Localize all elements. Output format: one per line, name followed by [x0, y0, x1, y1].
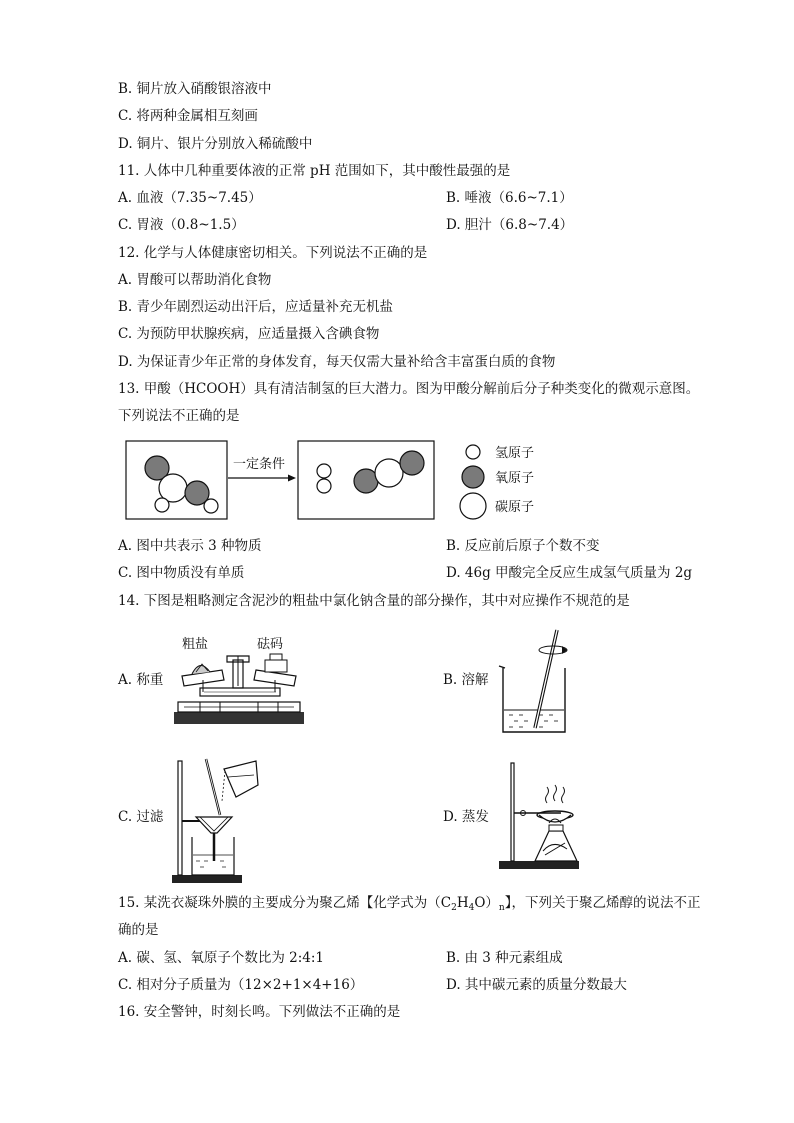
q14-option-a-label: A. 称重 [118, 672, 164, 688]
carbon-atom [375, 459, 403, 487]
reaction-arrow [228, 457, 296, 482]
hydrogen-atom [317, 464, 331, 478]
q11-option-a: A. 血液（7.35~7.45） [118, 190, 262, 206]
q16-stem: 16. 安全警钟，时刻长鸣。下列做法不正确的是 [118, 1004, 401, 1020]
q10-option-b: B. 铜片放入硝酸银溶液中 [118, 81, 272, 97]
q11-option-d: D. 胆汁（6.8~7.4） [446, 217, 574, 233]
product-box [298, 441, 434, 519]
q14-stem: 14. 下图是粗略测定含泥沙的粗盐中氯化钠含量的部分操作，其中对应操作不规范的是 [118, 593, 630, 609]
carbon-legend-label: 碳原子 [495, 500, 535, 515]
q13-option-d: D. 46g 甲酸完全反应生成氢气质量为 2g [446, 565, 693, 581]
q11-option-b: B. 唾液（6.6~7.1） [446, 190, 573, 206]
q10-option-d: D. 铜片、银片分别放入稀硫酸中 [118, 136, 313, 152]
reaction-condition-label: 一定条件 [233, 457, 286, 472]
q13-option-a: A. 图中共表示 3 种物质 [118, 538, 262, 554]
oxygen-atom [400, 451, 424, 475]
hydrogen-atom [155, 498, 169, 512]
carbon-legend-icon [460, 493, 486, 519]
q15-stem-line1: 15. 某洗衣凝珠外膜的主要成分为聚乙烯【化学式为$(C_2H_4O)_n$】，下列关于聚乙烯醇的说法不正 [118, 895, 701, 913]
q14-option-c-label: C. 过滤 [118, 809, 164, 825]
q13-stem-line2: 下列说法不正确的是 [118, 408, 240, 424]
q15-option-d: D. 其中碳元素的质量分数最大 [446, 977, 627, 993]
q12-stem: 12. 化学与人体健康密切相关。下列说法不正确的是 [118, 245, 428, 261]
q13-stem-line1: 13. 甲酸（HCOOH）具有清洁制氢的巨大潜力。图为甲酸分解前后分子种类变化的微观示意图。 [118, 381, 700, 397]
reactant-box [126, 441, 227, 519]
q13-option-b: B. 反应前后原子个数不变 [446, 538, 600, 554]
oxygen-legend-icon [462, 466, 484, 488]
q15-option-c: C. 相对分子质量为（12×2+1×4+16） [118, 977, 364, 993]
q14-option-b-label: B. 溶解 [443, 672, 489, 688]
left-pan-label: 粗盐 [182, 637, 209, 652]
filtration-illustration [170, 757, 280, 887]
balance-scale-illustration [170, 630, 310, 730]
q15-option-a: A. 碳、氢、氧原子个数比为 2:4:1 [118, 950, 324, 966]
right-pan-label: 砝码 [257, 637, 284, 652]
dissolving-beaker-illustration [495, 628, 585, 738]
hydrogen-legend-label: 氢原子 [495, 446, 535, 461]
q11-stem: 11. 人体中几种重要体液的正常 pH 范围如下，其中酸性最强的是 [118, 163, 511, 179]
atom-legend [460, 445, 534, 519]
q14-option-d-label: D. 蒸发 [443, 809, 489, 825]
q10-option-c: C. 将两种金属相互刻画 [118, 108, 258, 124]
hydrogen-legend-icon [466, 445, 480, 459]
hydrogen-atom [204, 499, 218, 513]
q12-option-a: A. 胃酸可以帮助消化食物 [118, 272, 272, 288]
q13-molecule-diagram [0, 436, 794, 536]
oxygen-atom [354, 469, 378, 493]
q15-stem-line2: 确的是 [118, 922, 159, 938]
evaporation-illustration [495, 757, 605, 877]
q15-option-b: B. 由 3 种元素组成 [446, 950, 563, 966]
q11-option-c: C. 胃液（0.8~1.5） [118, 217, 245, 233]
q12-option-b: B. 青少年剧烈运动出汗后，应适量补充无机盐 [118, 299, 394, 315]
q12-option-c: C. 为预防甲状腺疾病，应适量摄入含碘食物 [118, 326, 380, 342]
hydrogen-atom [317, 479, 331, 493]
oxygen-legend-label: 氧原子 [495, 471, 535, 486]
q12-option-d: D. 为保证青少年正常的身体发育，每天仅需大量补给含丰富蛋白质的食物 [118, 354, 556, 370]
q13-option-c: C. 图中物质没有单质 [118, 565, 245, 581]
